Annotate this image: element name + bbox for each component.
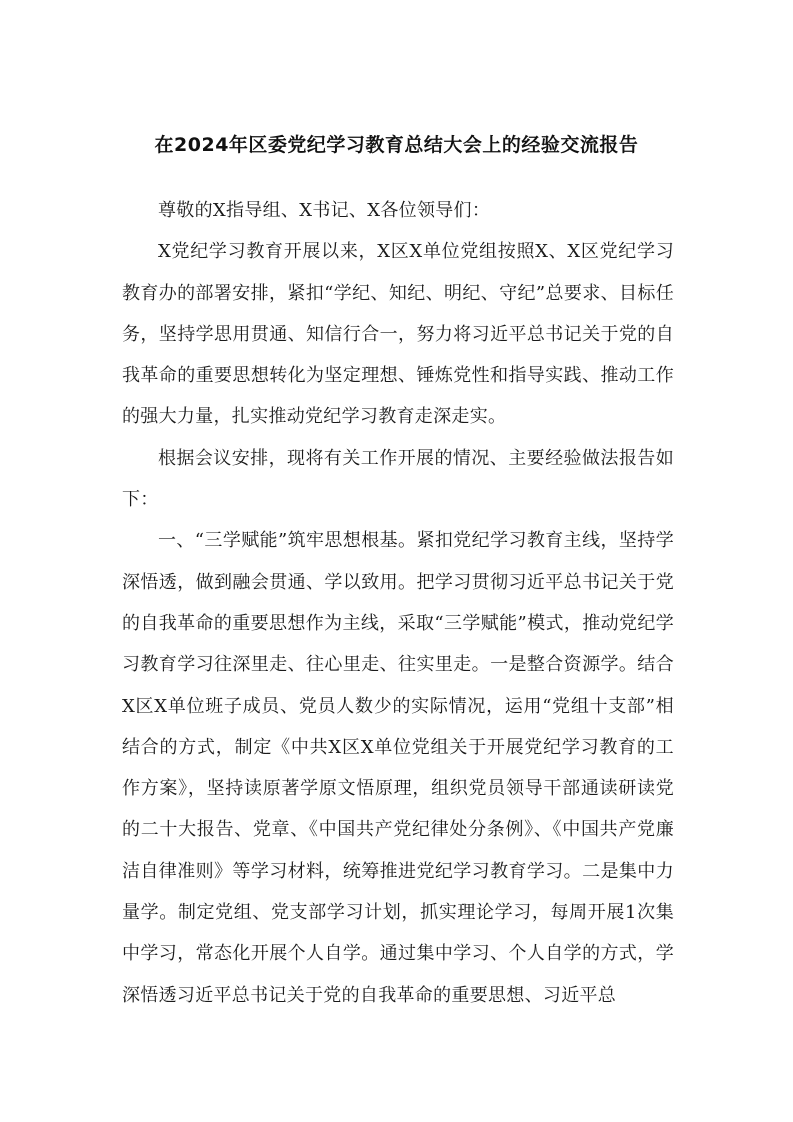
document-body <box>122 190 674 1016</box>
salutation-paragraph: 尊敬的X指导组、X书记、X各位领导们： <box>158 200 491 221</box>
section-one-paragraph: 一、“三学赋能”筑牢思想根基。紧扣党纪学习教育主线，坚持学深悟透，做到融会贯通、学以致用。把学习贯彻习近平总书记关于党的自我革命的重要思想作为主线，采取“三学赋能”模式，推动党纪学习教育学习往深里走、往心里走、往实里走。一是整合资源学。结合X区X单位班子成员、党员人数少的实际情况，运用“党组十支部”相结合的方式，制定《中共X区X单位党组关于开展党纪学习教育的工作方案》，坚持读原著学原文悟原理，组织党员领导干部通读研读党的二十大报告、党章、《中国共产党纪律处分条例》、《中国共产党廉洁自律准则》等学习材料，统筹推进党纪学习教育学习。二是集中力量学。制定党组、党支部学习计划，抓实理论学习，每周开展1次集中学习，常态化开展个人自学。通过集中学习、个人自学的方式，学深悟透习近平总书记关于党的自我革命的重要思想、习近平总 <box>122 530 674 1006</box>
arrangement-paragraph: 根据会议安排，现将有关工作开展的情况、主要经验做法报告如下： <box>122 447 674 511</box>
intro-paragraph: X党纪学习教育开展以来，X区X单位党组按照X、X区党纪学习教育办的部署安排，紧扣“学纪、知纪、明纪、守纪”总要求、目标任务，坚持学思用贯通、知信行合一，努力将习近平总书记关于党的自我革命的重要思想转化为坚定理想、锤炼党性和指导实践、推动工作的强大力量，扎实推动党纪学习教育走深走实。 <box>122 241 674 428</box>
document-title: 在2024年区委党纪学习教育总结大会上的经验交流报告 <box>154 134 639 156</box>
